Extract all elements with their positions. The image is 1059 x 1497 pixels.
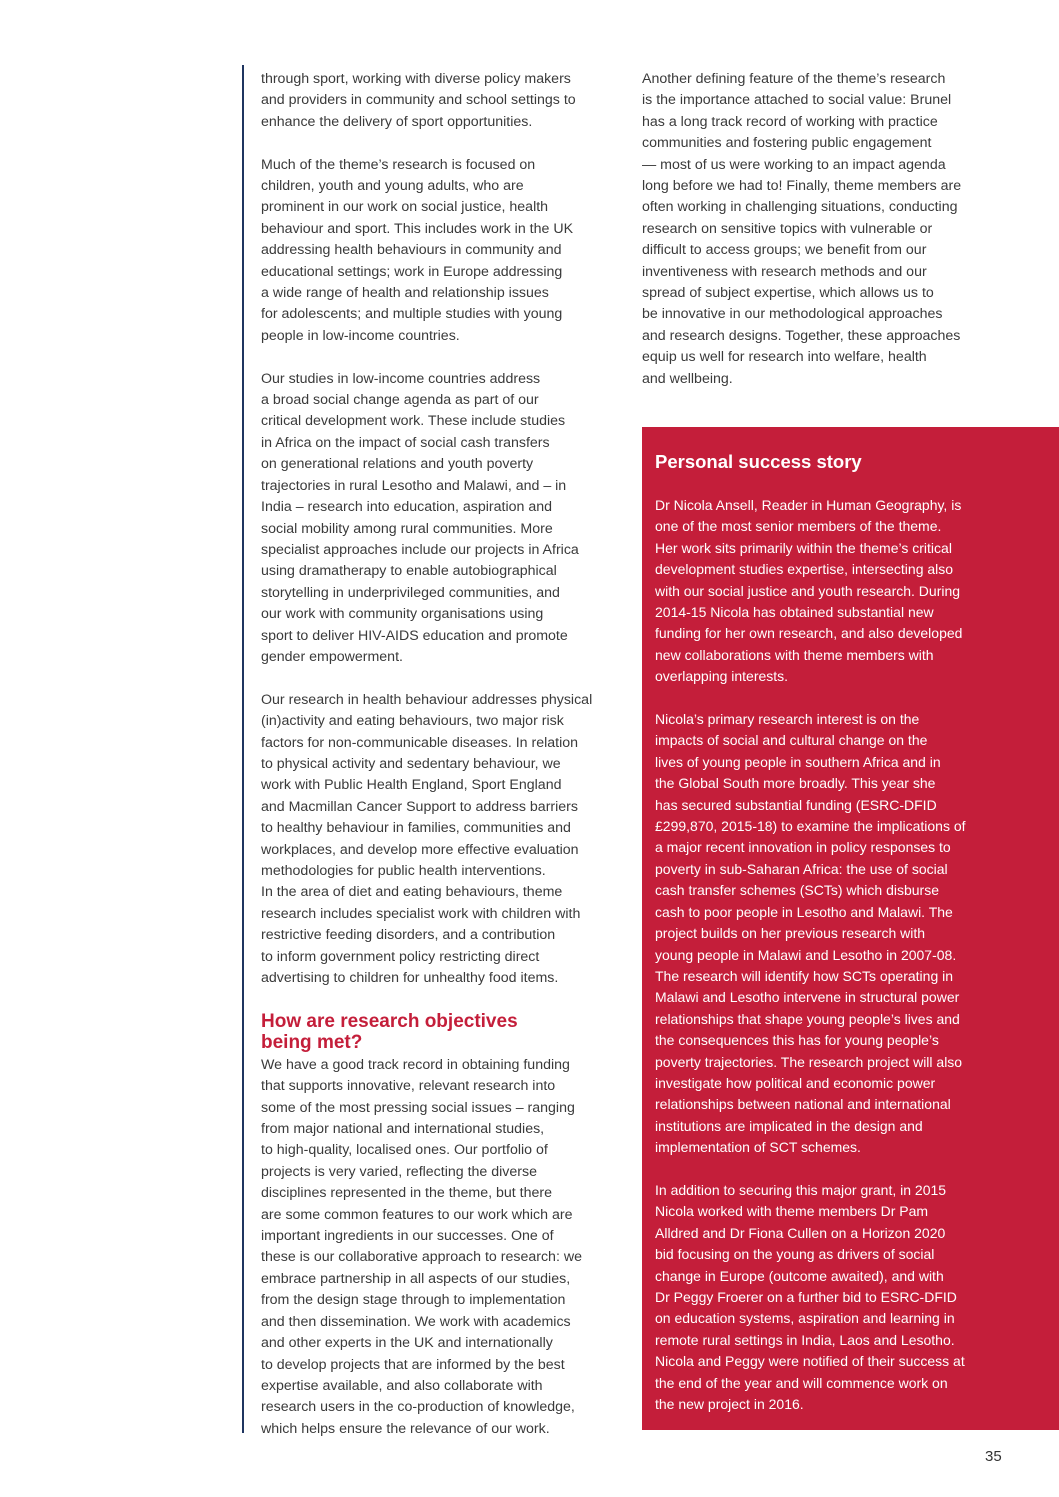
body-paragraph: through sport, working with diverse policy makers and providers in community and school settings to enhance the delivery of sport opportunities. (261, 71, 576, 130)
success-story-title-bold: success story (738, 451, 862, 472)
success-story-panel (642, 427, 1059, 1430)
success-story-paragraph: In addition to securing this major grant, in 2015 Nicola worked with theme members Dr Pam Alldred and Dr Fiona Cullen on a Horizon 2020 bid focusing on the young as drivers of social change in Europe (outcome awaited), and with Dr Peggy Froerer on a further bid to ESRC-DFID on education systems, aspiration and learning in remote rural settings in India, Laos and Lesotho. Nicola and Peggy were notified of their success at the end of the year and will commence work on the new project in 2016. (655, 1181, 965, 1413)
success-story-paragraph: Nicola’s primary research interest is on the impacts of social and cultural change on the lives of young people in southern Africa and in the Global South more broadly. This year she has secured substantial funding (ESRC-DFID £299,870, 2015-18) to examine the implications of a major recent innovation in policy responses to poverty in sub-Saharan Africa: the use of social cash transfer schemes (SCTs) which disburse cash to poor people in Lesotho and Malawi. The project builds on her previous research with young people in Malawi and Lesotho in 2007-08. The research will identify how SCTs operating in Malawi and Lesotho intervene in structural power relationships that shape young people’s lives and the consequences this has for young people’s poverty trajectories. The research project will also investigate how political and economic power relationships between national and international institutions are implicated in the design and implementation of SCT schemes. (655, 711, 966, 1156)
page-number: 35 (985, 1448, 1002, 1465)
section-heading: How are research objectives being met? (261, 1010, 518, 1053)
body-paragraph: Another defining feature of the theme’s research is the importance attached to social value: Brunel has a long track record of working with practice communities and fostering public engagement — most of us were working to an impact agenda long before we had to! Finally, theme members are often working in challenging situations, conducting research on sensitive topics with vulnerable or difficult to access groups; we benefit from our inventiveness with research methods and our spread of subject expertise, which allows us to be innovative in our methodological approaches and research designs. Together, these approaches equip us well for research into welfare, health and wellbeing. (642, 71, 962, 387)
body-paragraph: We have a good track record in obtaining funding that supports innovative, relevant research into some of the most pressing social issues – ranging from major national and international studies, to high-quality, localised ones. Our portfolio of projects is very varied, reflecting the diverse disciplines represented in the theme, but there are some common features to our work which are important ingredients in our successes. One of these is our collaborative approach to research: we embrace partnership in all aspects of our studies, from the design stage through to implementation and then dissemination. We work with academics and other experts in the UK and internationally to develop projects that are informed by the best expertise available, and also collaborate with research users in the co-production of knowledge, which helps ensure the relevance of our work. (261, 1056, 582, 1437)
success-story-title (655, 451, 1050, 473)
left-column (261, 69, 631, 1462)
success-story-paragraph: Dr Nicola Ansell, Reader in Human Geography, is one of the most senior members of the theme. Her work sits primarily within the theme’s critical development studies expertise, intersecting also with our social justice and youth research. During 2014-15 Nicola has obtained substantial new funding for her own research, and also developed new collaborations with theme members with overlapping interests. (655, 497, 963, 685)
right-column (642, 69, 1007, 411)
success-story-title-lead: Personal (655, 451, 739, 472)
body-paragraph: Our studies in low-income countries address a broad social change agenda as part of our critical development work. These include studies in Africa on the impact of social cash transfers on generational relations and youth poverty trajectories in rural Lesotho and Malawi, and – in India – research into education, aspiration and social mobility among rural communities. More specialist approaches include our projects in Africa using dramatherapy to enable autobiographical storytelling in underprivileged communities, and our work with community organisations using sport to deliver HIV-AIDS education and promote gender empowerment. (261, 370, 579, 665)
left-margin-rule (242, 65, 244, 1433)
body-paragraph: Our research in health behaviour addresses physical (in)activity and eating behaviours, two major risk factors for non-communicable diseases. In relation to physical activity and sedentary behaviour, we work with Public Health England, Sport England and Macmillan Cancer Support to address barriers to healthy behaviour in families, communities and workplaces, and develop more effective evaluation methodologies for public health interventions. In the area of diet and eating behaviours, theme research includes specialist work with children with restrictive feeding disorders, and a contribution to inform government policy restricting direct advertising to children for unhealthy food items. (261, 691, 593, 987)
body-paragraph: Much of the theme’s research is focused on children, youth and young adults, who are prominent in our work on social justice, health behaviour and sport. This includes work in the UK addressing health behaviours in community and educational settings; work in Europe addressing a wide range of health and relationship issues for adolescents; and multiple studies with young people in low-income countries. (261, 156, 574, 344)
